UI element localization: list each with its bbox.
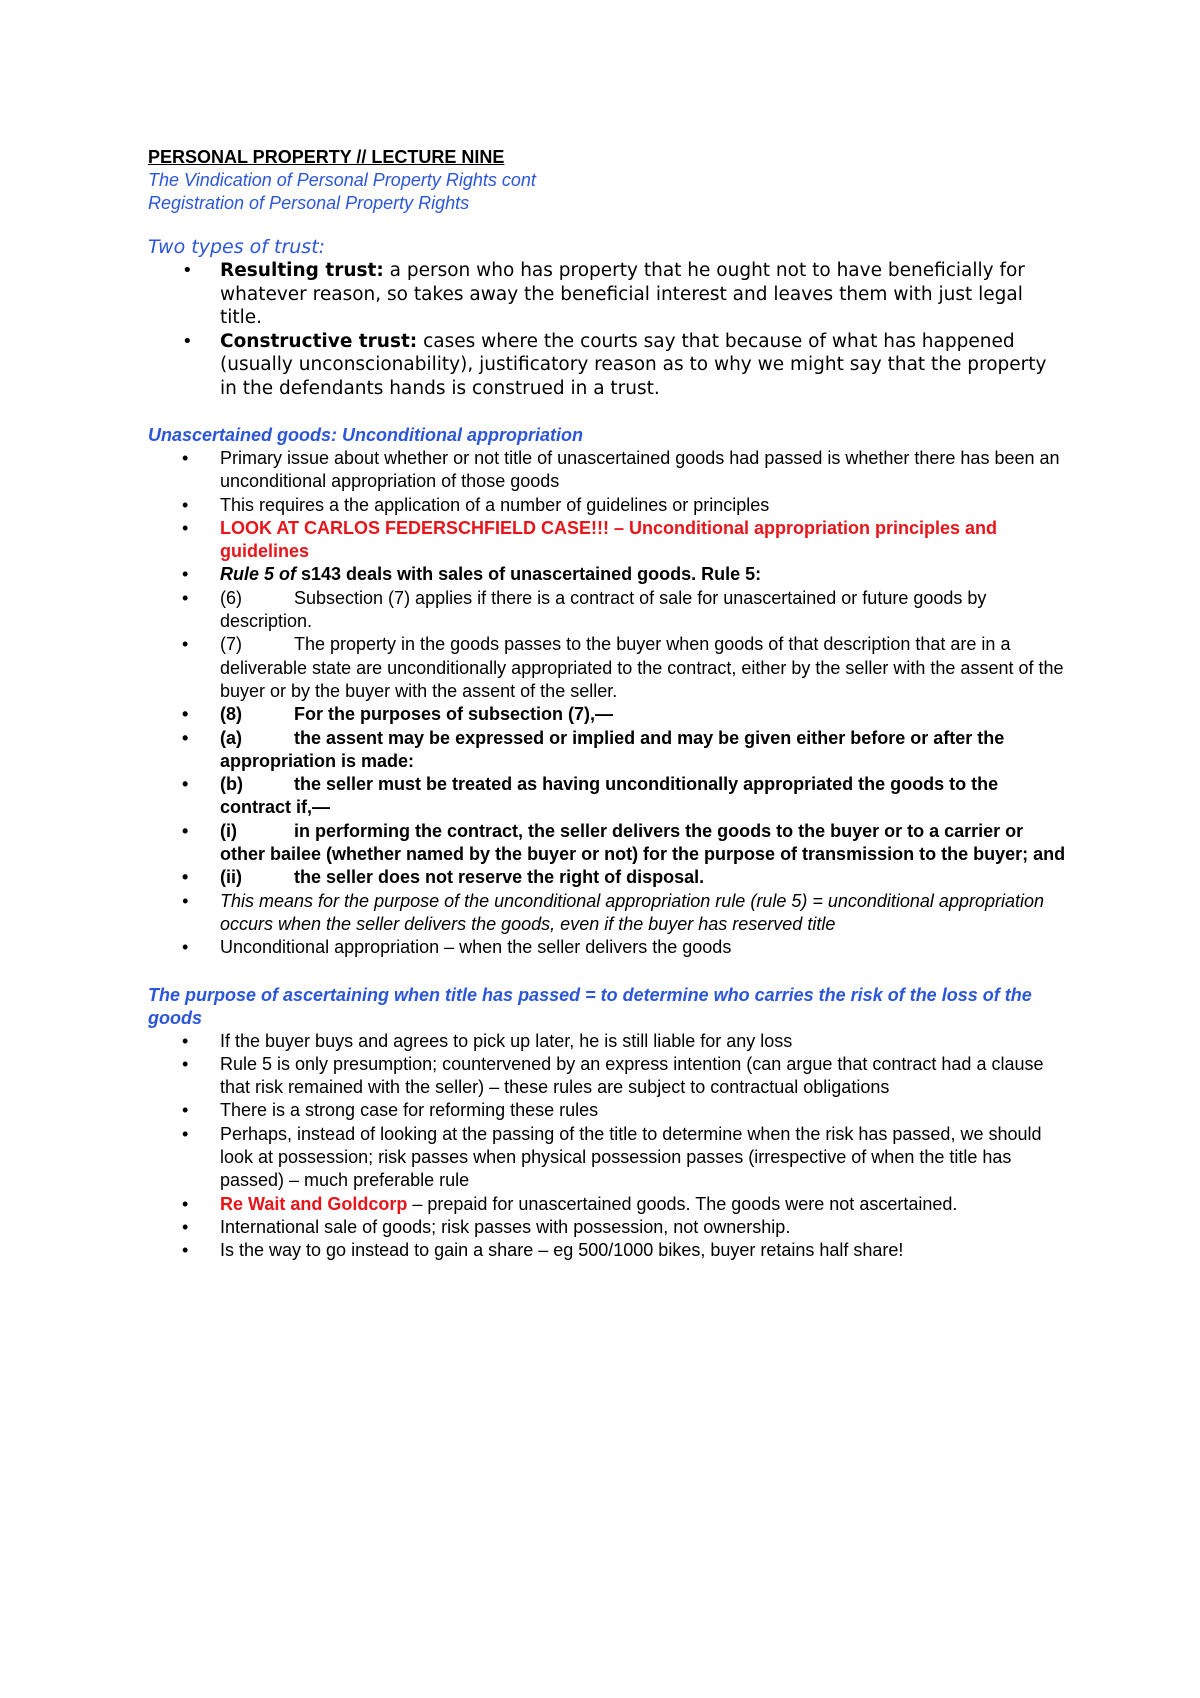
list-item: • Is the way to go instead to gain a share – eg 500/1000 bikes, buyer retains half share! <box>148 1239 1068 1262</box>
term-resulting-trust: Resulting trust: <box>220 260 384 281</box>
bullet-icon: • <box>182 820 189 841</box>
list-item: • (6) Subsection (7) applies if there is a contract of sale for unascertained or future goods by description. <box>182 587 987 632</box>
bullet-icon: • <box>182 1240 189 1261</box>
list-item: • This means for the purpose of the unconditional appropriation rule (rule 5) = unconditional appropriation occurs when the seller delivers the goods, even if the buyer has reserved title <box>182 890 1045 934</box>
list-item: • Perhaps, instead of looking at the passing of the title to determine when the risk has passed, we should look at possession; risk passes when physical possession passes (irrespective of when the title has passed) – much preferable rule <box>182 1123 1042 1191</box>
bullet-icon: • <box>182 634 189 655</box>
bullet-icon: • <box>182 1216 189 1237</box>
case-name-re-wait: Re Wait and Goldcorp <box>220 1193 408 1214</box>
list-item: • (7) The property in the goods passes to the buyer when goods of that description that are in a deliverable state are unconditionally appropriated to the contract, either by the seller with the assent of the buyer or by the buyer with the assent of the seller. <box>182 634 1064 701</box>
bullet-icon: • <box>182 1053 189 1074</box>
section-heading-purpose: The purpose of ascertaining when title has passed = to determine who carries the risk of the loss of the goods <box>148 984 1032 1028</box>
subsection-number: (8) <box>220 704 242 725</box>
bullet-icon: • <box>182 564 189 585</box>
list-item: • There is a strong case for reforming these rules <box>148 1099 1068 1122</box>
list-item: • If the buyer buys and agrees to pick up later, he is still liable for any loss <box>148 1030 1068 1053</box>
bullet-icon: • <box>182 867 189 888</box>
bullet-icon: • <box>182 774 189 795</box>
list-item <box>148 517 1068 564</box>
list-item: • (i) in performing the contract, the seller delivers the goods to the buyer or to a carrier or other bailee (whether named by the buyer or not) for the purpose of transmission to the buyer; and <box>182 820 1066 865</box>
list-item: • (b) the seller must be treated as having unconditionally appropriated the goods to the contract if,— <box>182 774 999 818</box>
list-item <box>148 259 1068 330</box>
bullet-icon: • <box>182 448 189 468</box>
bullet-icon: • <box>182 517 189 538</box>
bullet-icon: • <box>182 704 189 725</box>
subsection-number: (a) <box>220 727 242 748</box>
list-item: • Rule 5 of s143 deals with sales of unascertained goods. Rule 5: <box>148 563 1068 586</box>
bullet-icon: • <box>182 330 193 352</box>
bullet-icon: • <box>182 260 193 281</box>
definition-constructive-trust: cases where the courts say that because of what has happened (usually unconscionability), justificatory reason as to why we might say that the property in the defendants hands is construed in a trust. <box>220 330 1047 399</box>
bullet-icon: • <box>182 937 189 958</box>
term-constructive-trust: Constructive trust: <box>220 330 418 352</box>
bullet-icon: • <box>182 1193 189 1214</box>
bullet-icon: • <box>182 1030 189 1051</box>
subsection-number: (b) <box>220 774 243 795</box>
subsection-number: (7) <box>220 634 242 655</box>
subtitle-vindication: The Vindication of Personal Property Rights cont <box>148 170 536 190</box>
document-body <box>148 146 1068 1263</box>
list-item: • International sale of goods; risk passes with possession, not ownership. <box>148 1216 1068 1239</box>
list-item: • This requires a the application of a number of guidelines or principles <box>148 494 1068 517</box>
bullet-icon: • <box>182 727 189 748</box>
subtitle-registration: Registration of Personal Property Rights <box>148 193 470 213</box>
subsection-number: (6) <box>220 587 242 608</box>
trust-list <box>148 259 1068 400</box>
bullet-icon: • <box>182 890 189 911</box>
bullet-icon: • <box>182 494 189 515</box>
section-heading-trusts: Two types of trust: <box>148 236 326 258</box>
section-heading-unascertained: Unascertained goods: Unconditional appropriation <box>148 425 584 445</box>
list-item: • Rule 5 is only presumption; countervened by an express intention (can argue that contract had a clause that risk remained with the seller) – these rules are subject to contractual obligations <box>182 1053 1044 1098</box>
list-item: • (8) For the purposes of subsection (7),— <box>148 703 1068 726</box>
case-note-carlos: LOOK AT CARLOS FEDERSCHFIELD CASE!!! – Unconditional appropriation principles and guidelines <box>220 517 998 562</box>
list-item: • (ii) the seller does not reserve the right of disposal. <box>148 866 1068 889</box>
list-item: • (a) the assent may be expressed or implied and may be given either before or after the appropriation is made: <box>182 727 1005 771</box>
subsection-number: (i) <box>220 820 237 841</box>
subsection-number: (ii) <box>220 867 242 888</box>
bullet-icon: • <box>182 1100 189 1121</box>
bullet-icon: • <box>182 1123 189 1144</box>
list-item: • Unconditional appropriation – when the seller delivers the goods <box>148 936 1068 959</box>
purpose-list <box>148 1030 1068 1263</box>
list-item <box>148 330 1068 401</box>
list-item: • Re Wait and Goldcorp – prepaid for unascertained goods. The goods were not ascertained. <box>148 1193 1068 1216</box>
list-item: • Primary issue about whether or not title of unascertained goods had passed is whether there has been an unconditional appropriation of those goods <box>182 448 1060 492</box>
bullet-icon: • <box>182 587 189 608</box>
document-title: PERSONAL PROPERTY // LECTURE NINE <box>148 147 505 167</box>
unascertained-list <box>148 447 1068 960</box>
definition-resulting-trust: a person who has property that he ought not to have beneficially for whatever reason, so takes away the beneficial interest and leaves them with just legal title. <box>220 260 1025 328</box>
